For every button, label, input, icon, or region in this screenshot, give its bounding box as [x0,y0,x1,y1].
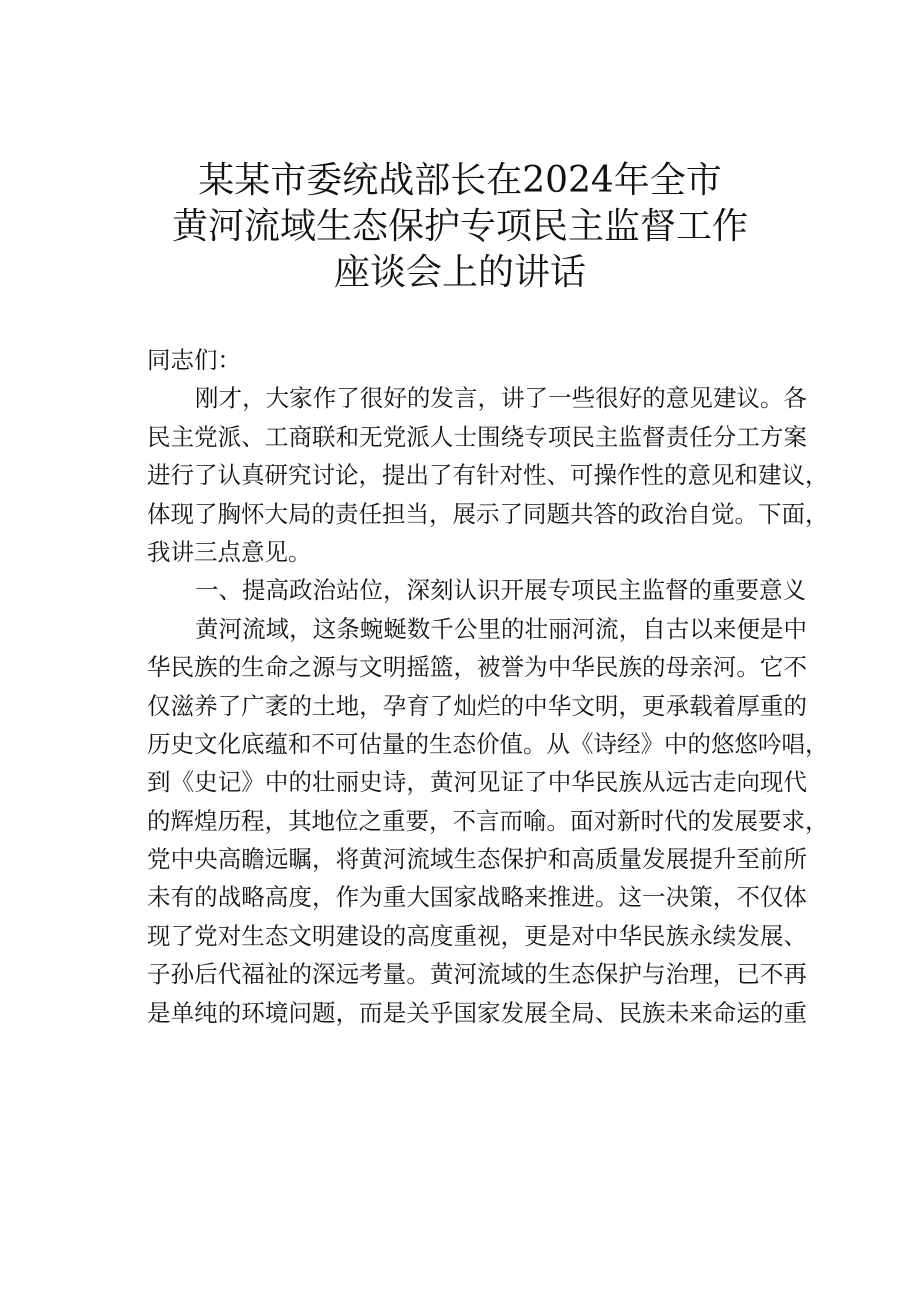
paragraph-line: 未有的战略高度，作为重大国家战略来推进。这一决策，不仅体 [147,883,807,912]
title-line-1: 某某市委统战部长在2024年全市 [198,160,722,201]
paragraph-opening [147,379,829,571]
title-line-3: 座谈会上的讲话 [333,252,586,293]
paragraph-line: 子孙后代福祉的深远考量。黄河流域的生态保护与治理，已不再 [147,960,807,989]
paragraph-line: 到《史记》中的壮丽史诗，黄河见证了中华民族从远古走向现代 [147,768,807,797]
paragraph-line: 我讲三点意见。 [147,537,312,566]
paragraph-line: 历史文化底蕴和不可估量的生态价值。从《诗经》中的悠悠吟唱， [147,729,829,758]
salutation: 同志们： [147,346,241,374]
paragraph-line: 刚才，大家作了很好的发言，讲了一些很好的意见建议。各 [195,384,807,413]
paragraph-line: 华民族的生命之源与文明摇篮，被誉为中华民族的母亲河。它不 [147,653,807,682]
paragraph-yellow-river [147,610,829,1032]
paragraph-line: 进行了认真研究讨论，提出了有针对性、可操作性的意见和建议， [147,461,829,490]
paragraph-line: 是单纯的环境问题，而是关乎国家发展全局、民族未来命运的重 [147,998,807,1027]
paragraph-line: 党中央高瞻远瞩，将黄河流域生态保护和高质量发展提升至前所 [147,845,807,874]
paragraph-line: 黄河流域，这条蜿蜒数千公里的壮丽河流，自古以来便是中 [195,614,807,643]
paragraph-line: 现了党对生态文明建设的高度重视，更是对中华民族永续发展、 [147,921,807,950]
paragraph-line: 体现了胸怀大局的责任担当，展示了同题共答的政治自觉。下面， [147,499,829,528]
paragraph-line: 民主党派、工商联和无党派人士围绕专项民主监督责任分工方案 [147,422,807,451]
paragraph-line: 的辉煌历程，其地位之重要，不言而喻。面对新时代的发展要求， [147,806,829,835]
document-body [147,341,829,1032]
paragraph-line: 仅滋养了广袤的土地，孕育了灿烂的中华文明，更承载着厚重的 [147,691,807,720]
document-title [0,158,920,296]
title-line-2: 黄河流域生态保护专项民主监督工作 [171,206,748,247]
section-heading-1: 一、提高政治站位，深刻认识开展专项民主监督的重要意义 [195,576,806,605]
